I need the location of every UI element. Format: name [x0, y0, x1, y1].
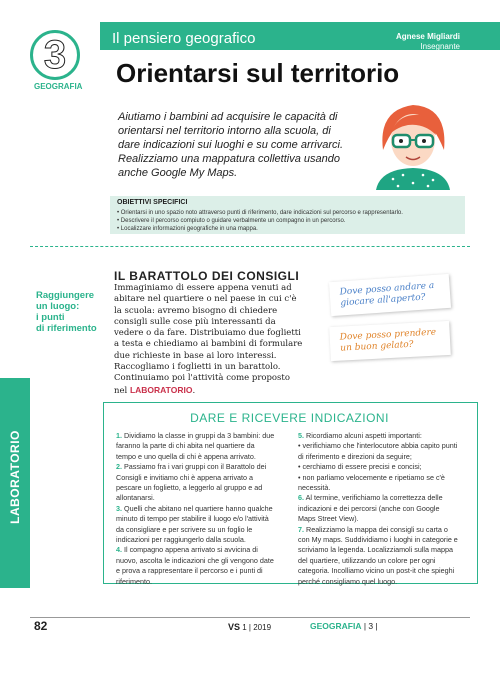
step-text: • verifichiamo che l'interlocutore abbia capito punti di riferimento e direzioni da seguire; [298, 441, 458, 461]
step-text: Quelli che abitano nel quartiere hanno qualche minuto di tempo per stabilire il luogo e/o l'attività da consigliare e per scrivere su un foglio le indicazioni per raggiungerlo dalla scuola. [116, 503, 273, 545]
side-note-line: di riferimento [36, 323, 97, 334]
footer-section-page: | 3 | [363, 621, 378, 631]
teacher-portrait-illustration [368, 95, 458, 190]
side-note [36, 290, 97, 334]
objective-item: • Descrivere il percorso compiuto o guidare verbalmente un compagno in un percorso. [117, 218, 346, 224]
issue-label: 1 | 2019 [242, 623, 272, 632]
step [116, 504, 276, 546]
step-text: • cerchiamo di essere precisi e concisi; [298, 462, 422, 472]
intro-text: Aiutiamo i bambini ad acquisire le capacità di orientarsi nel territorio intorno alla scuola, di dare indicazioni sui luoghi e su come arrivarci. Realizziamo una mappatura collettiva usando anche Google My Maps. [118, 111, 343, 179]
step-text: • non parliamo velocemente e ripetiamo se c'è necessità. [298, 472, 445, 493]
step [298, 493, 458, 524]
page-title: Orientarsi sul territorio [116, 58, 400, 88]
laboratorio-column-right [298, 431, 458, 587]
series-title: Il pensiero geografico [112, 30, 256, 47]
step-number: 3. [116, 503, 122, 513]
side-note-line: Raggiungere [36, 290, 95, 301]
section-number-badge [30, 30, 80, 80]
step-number: 7. [298, 524, 304, 534]
step-number: 4. [116, 545, 122, 555]
step-text: Passiamo fra i vari gruppi con il Barattolo dei Consigli e invitiamo chi è appena arrivato a pescare un foglietto, a leggerlo al gruppo e ad allontanarsi. [116, 462, 267, 503]
laboratorio-side-label: LABORATORIO [8, 430, 22, 524]
step [116, 462, 276, 504]
step-number: 1. [116, 431, 122, 440]
jar-end: . [192, 385, 196, 396]
author-name: Agnese Migliardi [395, 32, 460, 41]
footer-section-name: GEOGRAFIA [310, 621, 362, 631]
jar-section-title: IL BARATTOLO DEI CONSIGLI [114, 269, 300, 283]
step-text: Il compagno appena arrivato si avvicina di nuovo, ascolta le indicazioni che gli vengono date e prova a rappresentare il percorso e i punti di riferimento. [116, 545, 274, 586]
footer-section [310, 621, 378, 631]
objective-item: • Localizzare informazioni geografiche in una mappa. [117, 226, 258, 232]
step-number: 6. [298, 493, 304, 503]
author-role: Insegnante [420, 42, 460, 51]
laboratorio-reference: LABORATORIO [129, 384, 193, 395]
jar-body: Immaginiamo di essere appena venuti ad abitare nel quartiere o nel paese in cui c'è la scuola: avremo bisogno di chiedere consigli sulle cose più interessanti da vedere o da fare. Distribuiamo due foglietti a testa e chiediamo ai bambini di formulare due richieste in base ai loro interessi. Raccogliamo i foglietti in un barattolo. Continuiamo poi l'attività come proposto nel [114, 283, 303, 396]
side-note-line: un luogo: [36, 301, 80, 312]
footer-brand [228, 622, 271, 632]
step [298, 525, 458, 587]
laboratorio-column-left [116, 431, 276, 587]
section-number: 3 [43, 32, 67, 77]
author-block [396, 32, 460, 52]
objective-item: • Orientarsi in uno spazio noto attraverso punti di riferimento, dare indicazioni sul percorso e rappresentarlo. [117, 210, 403, 216]
brand-logo: VS [228, 622, 241, 632]
objectives-title: OBIETTIVI SPECIFICI [117, 199, 188, 206]
laboratorio-heading: DARE E RICEVERE INDICAZIONI [190, 411, 389, 425]
step-number: 2. [116, 462, 122, 472]
page-number: 82 [34, 619, 48, 633]
step [116, 431, 276, 462]
side-note-line: i punti [36, 312, 65, 323]
step [298, 431, 458, 441]
footer-rule [30, 617, 470, 618]
step-text: Ricordiamo alcuni aspetti importanti: [306, 431, 422, 440]
objectives-list [117, 209, 403, 233]
step [298, 441, 458, 462]
jar-section-text [114, 283, 304, 397]
step-number: 5. [298, 431, 304, 440]
step [298, 473, 458, 494]
subject-tag: GEOGRAFIA [34, 82, 83, 91]
step [116, 545, 276, 587]
step-text: Dividiamo la classe in gruppi da 3 bambini: due faranno la parte di chi abita nel quartiere da tempo e uno quella di chi è appena arrivato. [116, 431, 275, 461]
step [298, 462, 458, 472]
step-text: Realizziamo la mappa dei consigli su carta o con My maps. Suddividiamo i luoghi in categorie e scriviamo la legenda. Localizziamoli sulla mappa del quartiere, utilizzando un colore per ogni categoria. Incolliamo vicino un post-it che spieghi perché consigliamo quel luogo. [298, 524, 458, 586]
sticky-note-question: Dove posso andare a giocare all'aperto? [329, 274, 451, 316]
section-divider [30, 246, 470, 247]
step-text: Al termine, verifichiamo la correttezza delle indicazioni e dei percorsi (anche con Google Maps Street View). [298, 493, 443, 524]
sticky-note-question: Dove posso prendere un buon gelato? [329, 321, 451, 361]
